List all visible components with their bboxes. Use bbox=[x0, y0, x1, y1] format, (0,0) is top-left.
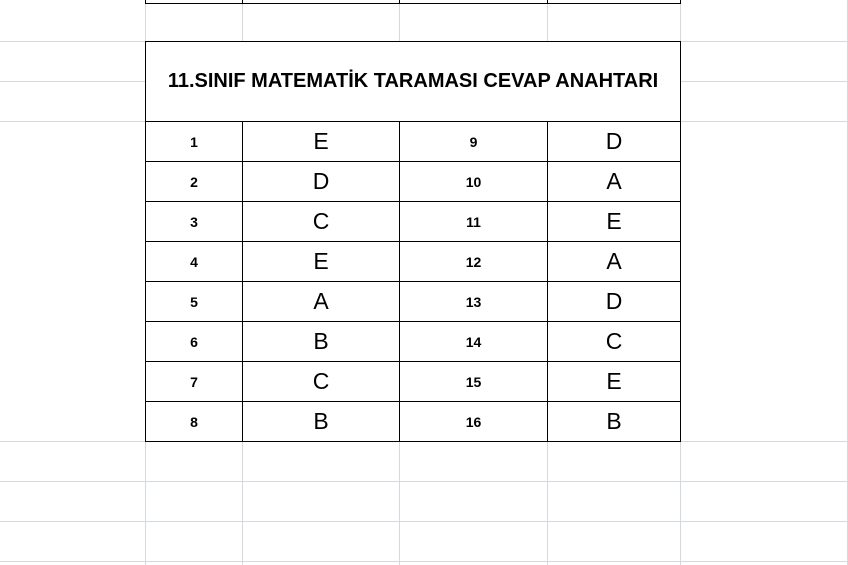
grid-row-line bbox=[0, 561, 848, 562]
question-number-cell[interactable]: 15 bbox=[400, 362, 548, 402]
stub-cell bbox=[547, 0, 681, 4]
stub-cell bbox=[145, 0, 243, 4]
answer-cell[interactable]: E bbox=[548, 202, 681, 242]
question-number-cell[interactable]: 13 bbox=[400, 282, 548, 322]
answer-cell[interactable]: D bbox=[548, 282, 681, 322]
answer-row bbox=[146, 322, 681, 362]
question-number-cell[interactable]: 7 bbox=[146, 362, 243, 402]
answer-cell[interactable]: D bbox=[243, 162, 400, 202]
answer-row bbox=[146, 202, 681, 242]
question-number-cell[interactable]: 6 bbox=[146, 322, 243, 362]
answer-cell[interactable]: C bbox=[548, 322, 681, 362]
answer-key-title[interactable]: 11.SINIF MATEMATİK TARAMASI CEVAP ANAHTARI bbox=[146, 42, 681, 122]
answer-cell[interactable]: B bbox=[243, 402, 400, 442]
grid-row-line bbox=[0, 521, 848, 522]
answer-cell[interactable]: E bbox=[548, 362, 681, 402]
stub-cell bbox=[242, 0, 400, 4]
answer-cell[interactable]: A bbox=[548, 162, 681, 202]
answer-cell[interactable]: C bbox=[243, 362, 400, 402]
question-number-cell[interactable]: 5 bbox=[146, 282, 243, 322]
answer-cell[interactable]: A bbox=[548, 242, 681, 282]
answer-row bbox=[146, 242, 681, 282]
answer-cell[interactable]: D bbox=[548, 122, 681, 162]
question-number-cell[interactable]: 10 bbox=[400, 162, 548, 202]
answer-cell[interactable]: A bbox=[243, 282, 400, 322]
answer-cell[interactable]: E bbox=[243, 122, 400, 162]
answer-row bbox=[146, 402, 681, 442]
answer-cell[interactable]: B bbox=[243, 322, 400, 362]
question-number-cell[interactable]: 11 bbox=[400, 202, 548, 242]
answer-cell[interactable]: B bbox=[548, 402, 681, 442]
answer-row bbox=[146, 162, 681, 202]
question-number-cell[interactable]: 2 bbox=[146, 162, 243, 202]
question-number-cell[interactable]: 3 bbox=[146, 202, 243, 242]
answer-row bbox=[146, 282, 681, 322]
grid-row-line bbox=[0, 481, 848, 482]
answer-cell[interactable]: C bbox=[243, 202, 400, 242]
answer-key-table bbox=[145, 41, 681, 442]
answer-row bbox=[146, 122, 681, 162]
question-number-cell[interactable]: 4 bbox=[146, 242, 243, 282]
stub-cell bbox=[399, 0, 548, 4]
answer-cell[interactable]: E bbox=[243, 242, 400, 282]
answer-row bbox=[146, 362, 681, 402]
question-number-cell[interactable]: 9 bbox=[400, 122, 548, 162]
question-number-cell[interactable]: 14 bbox=[400, 322, 548, 362]
question-number-cell[interactable]: 16 bbox=[400, 402, 548, 442]
question-number-cell[interactable]: 8 bbox=[146, 402, 243, 442]
question-number-cell[interactable]: 12 bbox=[400, 242, 548, 282]
question-number-cell[interactable]: 1 bbox=[146, 122, 243, 162]
